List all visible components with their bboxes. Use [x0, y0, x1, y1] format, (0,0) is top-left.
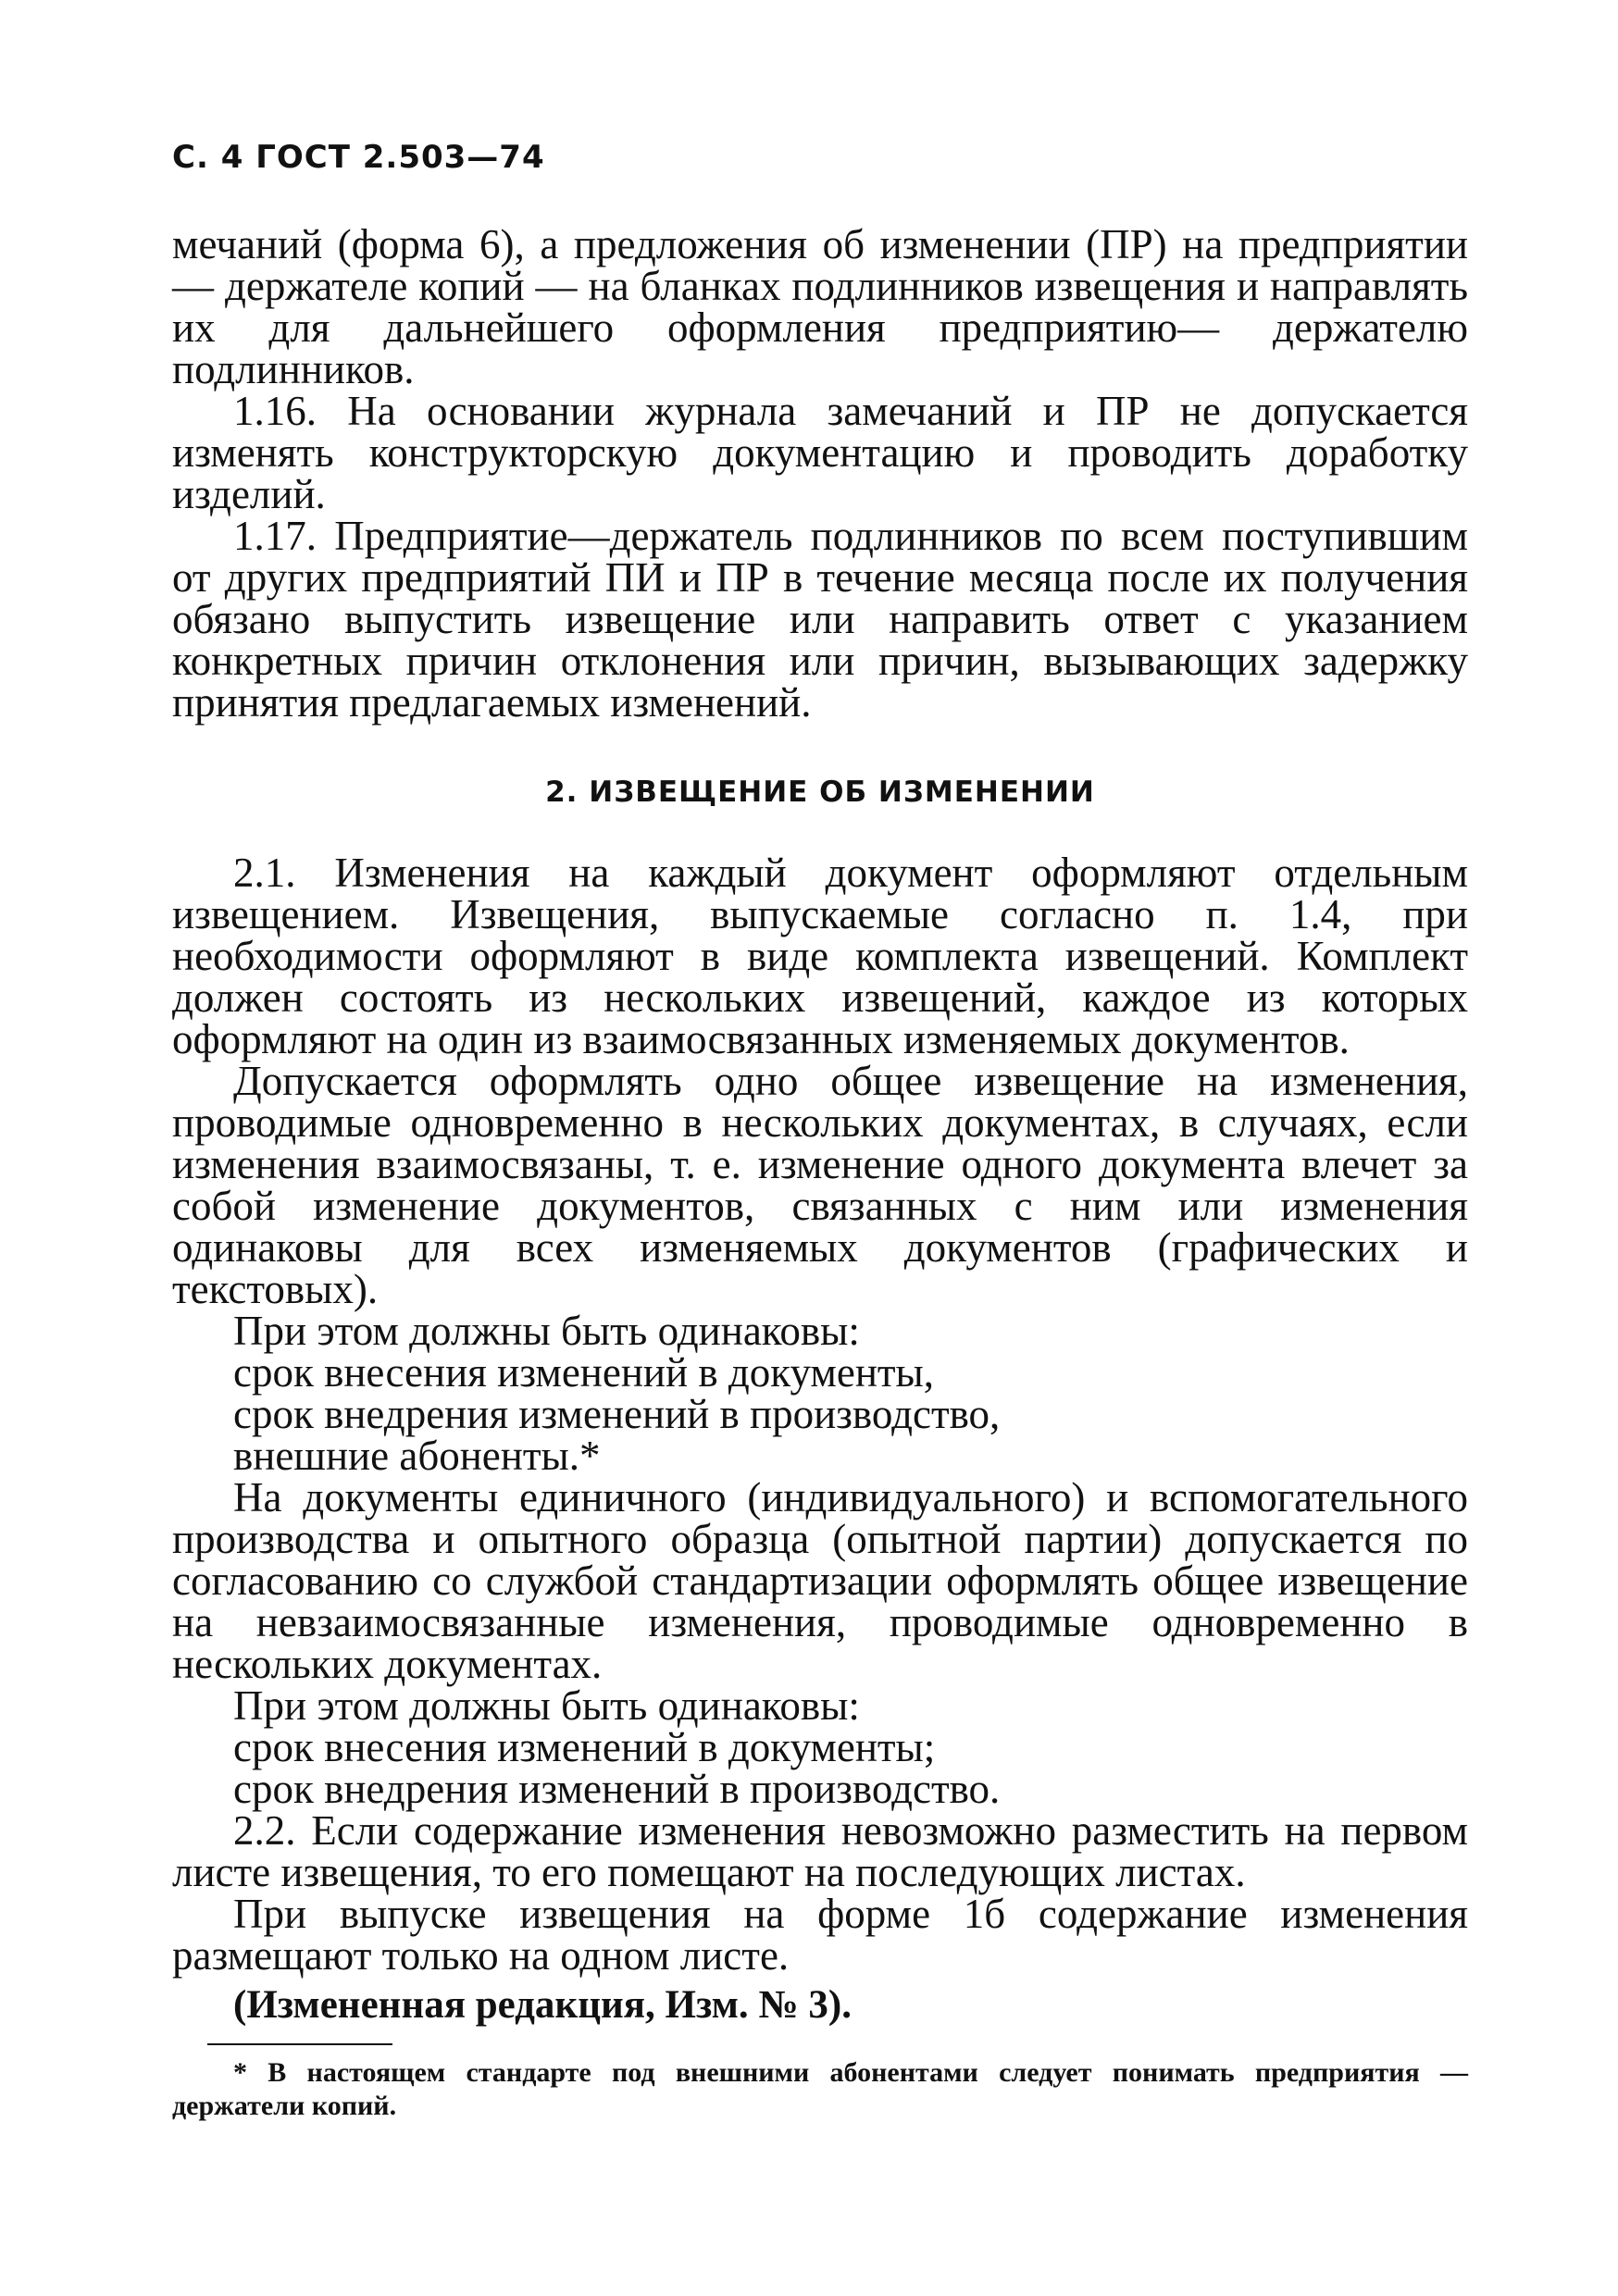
same-conditions-intro: При этом должны быть одинаковы: — [233, 1308, 860, 1354]
paragraph-common-notice: Допускается оформлять одно общее извещение на изменения, проводимые одновременно в нескольких документах, в случаях, если изменения взаимосвязаны, т. е. изменение одного документа влечет за собой изменение документов, связанных с ним или изменения одинаковы для всех изменяемых документов (графических и текстовых). — [172, 1058, 1468, 1312]
document-page — [172, 139, 1468, 2123]
footnote-divider — [207, 2043, 392, 2045]
paragraph-2-2: 2.2. Если содержание изменения невозможно разместить на первом листе извещения, то его помещают на последующих листах. — [172, 1807, 1468, 1895]
list-item: срок внесения изменений в документы, — [233, 1349, 935, 1396]
list-item: внешние абоненты.* — [233, 1433, 601, 1479]
paragraph-single-production: На документы единичного (индивидуального) и вспомогательного производства и опытного образца (опытной партии) допускается по согласованию со службой стандартизации оформлять общее извещение на невзаимосвязанные изменения, проводимые одновременно в нескольких документах. — [172, 1474, 1468, 1687]
paragraph-1-17: 1.17. Предприятие—держатель подлинников по всем поступившим от других предприятий ПИ и ПР в течение месяца после их получения обязано выпустить извещение или направить ответ с указанием конкретных причин отклонения или причин, вызывающих задержку принятия предлагаемых изменений. — [172, 513, 1468, 726]
running-header: С. 4 ГОСТ 2.503—74 — [172, 139, 545, 176]
list-item: срок внесения изменений в документы; — [233, 1724, 936, 1770]
paragraph-continuation: мечаний (форма 6), а предложения об изменении (ПР) на предприятии — держателе копий — на бланках подлинников извещения и направлять их для дальнейшего оформления предприятию— держателю подлинников. — [172, 221, 1468, 392]
footnote: * В настоящем стандарте под внешними абонентами следует понимать предприятия — держатели копий. — [172, 2057, 1468, 2121]
section-heading: 2. ИЗВЕЩЕНИЕ ОБ ИЗМЕНЕНИИ — [545, 776, 1095, 809]
paragraph-form-1b: При выпуске извещения на форме 1б содержание изменения размещают только на одном листе. — [172, 1891, 1468, 1979]
paragraph-2-1: 2.1. Изменения на каждый документ оформляют отдельным извещением. Извещения, выпускаемые согласно п. 1.4, при необходимости оформляют в виде комплекта извещений. Комплект должен состоять из нескольких извещений, каждое из которых оформляют на один из взаимосвязанных изменяемых документов. — [172, 850, 1468, 1062]
list-item: срок внедрения изменений в производство, — [233, 1391, 1001, 1437]
same-conditions-intro: При этом должны быть одинаковы: — [233, 1682, 860, 1729]
body-text — [172, 221, 1468, 1979]
list-item: срок внедрения изменений в производство. — [233, 1766, 1001, 1812]
edition-note: (Измененная редакция, Изм. № 3). — [233, 1983, 852, 2027]
paragraph-1-16: 1.16. На основании журнала замечаний и ПР не допускается изменять конструкторскую документацию и проводить доработку изделий. — [172, 388, 1468, 517]
